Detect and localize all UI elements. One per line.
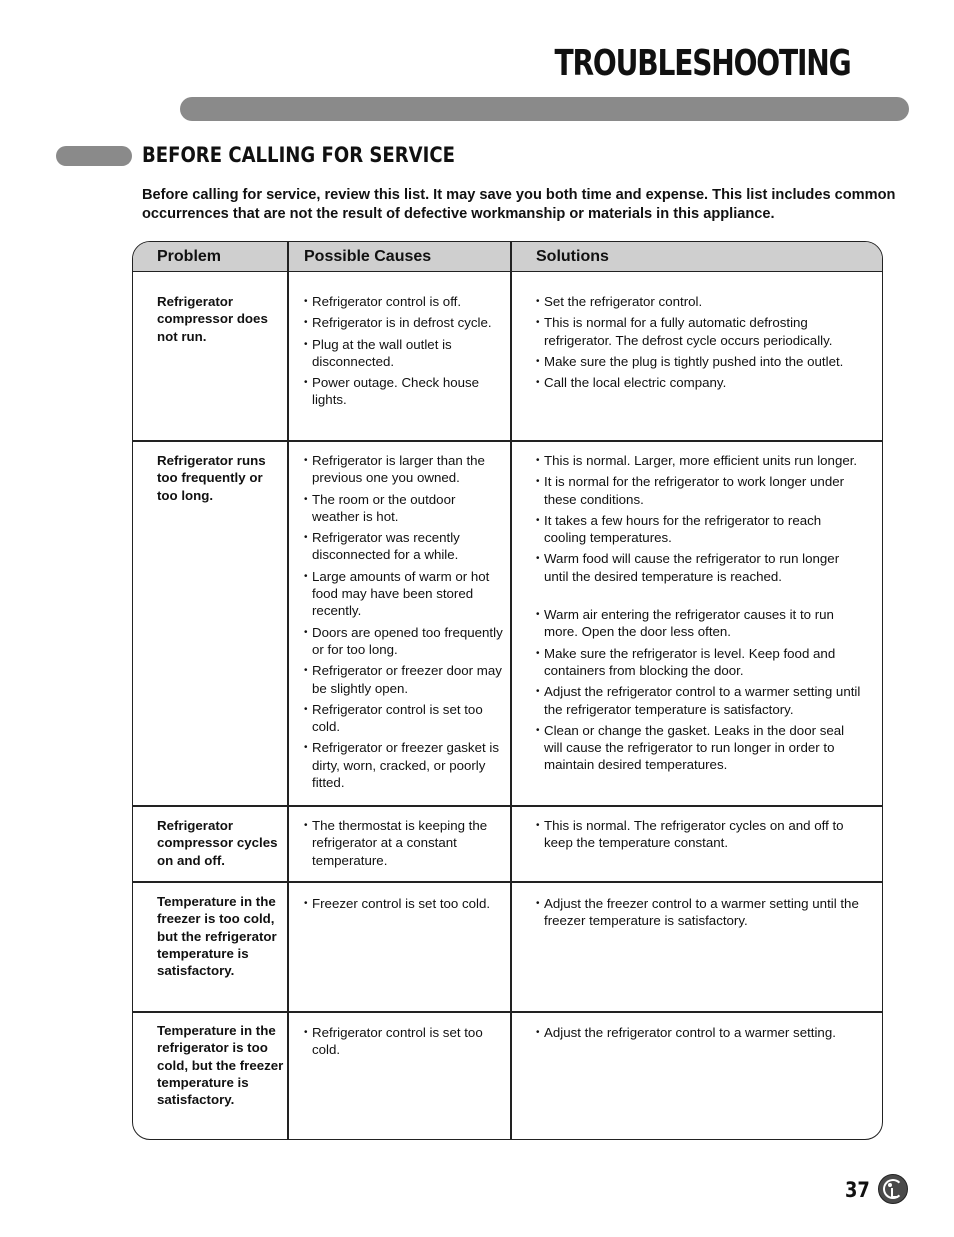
solutions-list [536, 293, 861, 395]
column-header-solutions: Solutions [536, 248, 609, 265]
page-number: 37 [845, 1178, 870, 1202]
causes-list [304, 1024, 504, 1063]
list-item: • The thermostat is keeping the refrigerator at a constant temperature. [304, 817, 504, 869]
list-item: • Refrigerator is larger than the previous one you owned. [304, 452, 504, 487]
list-item: • This is normal. The refrigerator cycles on and off to keep the temperature constant. [536, 817, 861, 852]
causes-list [304, 293, 504, 413]
list-item: • Freezer control is set too cold. [304, 895, 504, 912]
column-header-causes: Possible Causes [304, 248, 432, 265]
list-item: • Adjust the refrigerator control to a warmer setting until the refrigerator temperature is satisfactory. [536, 683, 861, 718]
list-item: • Call the local electric company. [536, 374, 861, 391]
lg-logo-icon [878, 1174, 908, 1204]
row-divider [133, 805, 882, 807]
list-item: • Make sure the plug is tightly pushed into the outlet. [536, 353, 861, 370]
solutions-list [536, 452, 861, 778]
list-item: • It is normal for the refrigerator to work longer under these conditions. [536, 473, 861, 508]
list-item: • Set the refrigerator control. [536, 293, 861, 310]
list-item: • Large amounts of warm or hot food may have been stored recently. [304, 568, 504, 620]
list-item: • This is normal for a fully automatic defrosting refrigerator. The defrost cycle occurs periodically. [536, 314, 861, 349]
section-pill [56, 146, 132, 166]
table-header [133, 242, 882, 272]
list-item: • Refrigerator is in defrost cycle. [304, 314, 504, 331]
list-item: • Doors are opened too frequently or for too long. [304, 624, 504, 659]
solutions-list [536, 895, 861, 934]
problem-cell: Temperature in the refrigerator is too cold, but the freezer temperature is satisfactory. [157, 1023, 284, 1108]
list-item: • Plug at the wall outlet is disconnected. [304, 336, 504, 371]
row-divider [133, 881, 882, 883]
list-item: • Refrigerator or freezer gasket is dirty, worn, cracked, or poorly fitted. [304, 739, 504, 791]
list-item: • Power outage. Check house lights. [304, 374, 504, 409]
list-item: • Refrigerator was recently disconnected for a while. [304, 529, 504, 564]
list-item: • The room or the outdoor weather is hot. [304, 491, 504, 526]
list-item: • Warm food will cause the refrigerator to run longer until the desired temperature is reached. [536, 550, 861, 585]
column-divider [510, 242, 512, 1139]
list-item: • Clean or change the gasket. Leaks in the door seal will cause the refrigerator to run longer in order to maintain desired temperatures. [536, 722, 861, 774]
problem-cell: Refrigerator compressor cycles on and off. [157, 818, 278, 868]
list-item: • Warm air entering the refrigerator causes it to run more. Open the door less often. [536, 606, 861, 641]
row-divider [133, 1011, 882, 1013]
list-item: • Refrigerator control is set too cold. [304, 1024, 504, 1059]
solutions-list [536, 817, 861, 856]
list-item: • Refrigerator or freezer door may be slightly open. [304, 662, 504, 697]
list-item: • Make sure the refrigerator is level. Keep food and containers from blocking the door. [536, 645, 861, 680]
list-item: • Refrigerator control is set too cold. [304, 701, 504, 736]
problem-cell: Refrigerator runs too frequently or too long. [157, 453, 266, 503]
causes-list [304, 817, 504, 873]
intro-text: Before calling for service, review this list. It may save you both time and expense. This list includes common occurrences that are not the result of defective workmanship or materials in this appliance. [142, 187, 896, 222]
page-title: TROUBLESHOOTING [554, 43, 850, 84]
causes-list [304, 452, 504, 795]
column-header-problem: Problem [157, 248, 222, 265]
list-item: • Adjust the freezer control to a warmer setting until the freezer temperature is satisfactory. [536, 895, 861, 930]
problem-cell: Temperature in the freezer is too cold, but the refrigerator temperature is satisfactory. [157, 894, 277, 979]
row-divider [133, 440, 882, 442]
list-item: • It takes a few hours for the refrigerator to reach cooling temperatures. [536, 512, 861, 547]
problem-cell: Refrigerator compressor does not run. [157, 294, 268, 344]
list-item: • Refrigerator control is off. [304, 293, 504, 310]
list-item: • This is normal. Larger, more efficient units run longer. [536, 452, 861, 469]
list-item: • Adjust the refrigerator control to a warmer setting. [536, 1024, 861, 1041]
section-title: BEFORE CALLING FOR SERVICE [142, 143, 455, 167]
troubleshooting-table [132, 241, 883, 1140]
causes-list [304, 895, 504, 916]
column-divider [287, 242, 289, 1139]
solutions-list [536, 1024, 861, 1045]
header-bar [180, 97, 909, 121]
